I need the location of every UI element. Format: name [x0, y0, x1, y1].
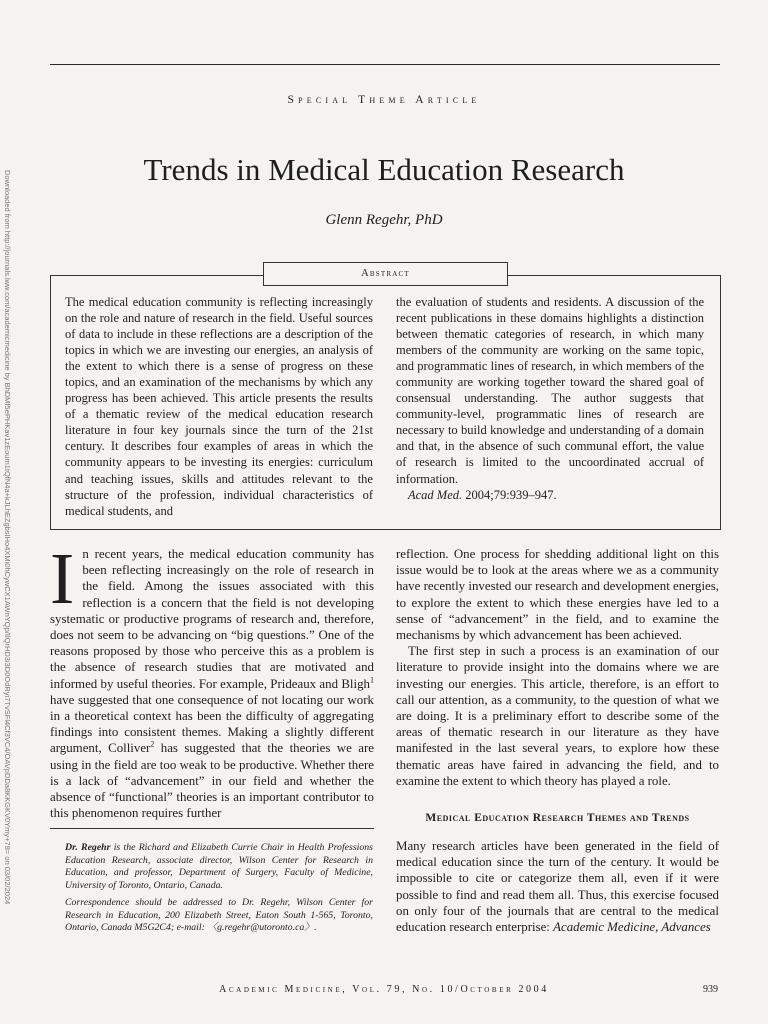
body-left-column — [50, 538, 374, 821]
abstract-right-column — [396, 294, 704, 503]
body-paragraph-2: The first step in such a process is an examination of our literature to provide insight into the domains where we are investing our energies. This article, therefore, is an effort to call our attention, as a community, to the question of what we are doing. It is a preliminary effort to describe some of the areas of thematic research in our literature as they have manifested in the last several years, to explore how these thematic areas have faired in advancing the field, and to examine the extent to which theory has played a role. — [396, 644, 719, 788]
citation-details: 2004;79:939–947. — [462, 487, 557, 502]
article-title: Trends in Medical Education Research — [143, 152, 625, 187]
abstract-citation — [396, 487, 704, 503]
reference-2[interactable]: 2 — [150, 740, 155, 750]
section-heading: Medical Education Research Themes and Trends — [425, 812, 690, 824]
abstract-left-column — [65, 294, 373, 519]
author-footnote — [65, 842, 373, 892]
download-watermark — [3, 170, 36, 905]
drop-cap: I — [50, 538, 75, 619]
footnote-author-name: Dr. Regehr — [65, 842, 111, 853]
body-paragraph-3-text: Many research articles have been generated in the field of medical education since the turn of the century. It would be impossible to cite or categorize them all, even if it were possible to find and read them all. Thus, this exercise focused on only four of the journals that are central to the medical education research enterprise: — [396, 839, 719, 935]
abstract-text-right: the evaluation of students and residents. A discussion of the recent publications in these domains highlights a distinction between thematic categories of research, in which many members of the community are working on the same topic, and programmatic lines of research, in which members of the community are working together toward the shared goal of consensual understanding. The author suggests that community-level, programmatic lines of research are necessary to build knowledge and understanding of a domain and that, in the absence of such communal effort, the value of research is limited to the uncoordinated accrual of information. — [396, 295, 704, 486]
abstract-heading: Abstract — [263, 262, 508, 286]
abstract-text-left: The medical education community is reflecting increasingly on the role and nature of research in the field. Useful sources of data to include in these reflections are a description of the topics in which we are investing our energies, an analysis of the extent to which there is a sense of progress on these topics, and an examination of the mechanisms by which any progress has been achieved. This article presents the results of a thematic review of the medical education research literature in four key journals since the turn of the 21st century. It describes four examples of areas in which the community appears to be investing its energies: curriculum and teaching issues, skills and attitudes relevant to the structure of the profession, individual characteristics of medical students, and — [65, 295, 373, 518]
reference-1[interactable]: 1 — [370, 675, 374, 685]
intro-text-c: has suggested that the theories we are using in the field are too weak to be productive. Whether there is a lack of “advancement” in our field and whether the absence of “functional” theories is an important contributor to this phenomenon requires further — [50, 741, 374, 821]
body-paragraph-3 — [396, 838, 719, 935]
citation-journal: Acad Med. — [408, 487, 463, 502]
intro-paragraph — [50, 538, 374, 821]
body-paragraph-1: reflection. One process for shedding additional light on this issue would be to look at the areas where we as a community have recently invested our research and development energies, to explore the extent to which these energies have led to a sense of “advancement” in the field, and to examine the mechanisms by which advancement has been achieved. — [396, 547, 719, 643]
correspondence-footnote: Correspondence should be addressed to Dr. Regehr, Wilson Center for Research in Education, 200 Elizabeth Street, Eaton South 1-565, Toronto, Ontario, Canada M5G2C4; e-mail: 〈g.regehr@utoronto.ca〉. — [65, 897, 373, 934]
footnote-rule — [50, 828, 374, 829]
journal-names: Academic Medicine, Advances — [553, 920, 711, 935]
page-number: 939 — [703, 984, 718, 995]
intro-text-b: have suggested that one consequence of not locating our work in a theoretical context has been the difficulty of aggregating findings into consistent themes. Making a slightly different argument, Colliver — [50, 692, 374, 756]
body-right-column-lower — [396, 838, 719, 935]
body-right-column — [396, 546, 719, 789]
intro-text-a: n recent years, the medical education community has been reflecting increasingly on the role of research in the field. Among the issues associated with this reflection is a concern that the field is not developing systematic or productive programs of research and, therefore, does not seem to be advancing on “big questions.” One of the reasons proposed by those who perceive this as a problem is the absence of research studies that are motivated and informed by useful theories. For example, Prideaux and Bligh — [50, 547, 374, 691]
watermark-line: Downloaded from http://journals.lww.com/academicmedicine by BhDMf5ePHKav1zEoum1tQfN4a+kJLhEZgbsIHo4XMi0hCywCX1AWnYQp/IlQrHD3i3D0OdRyi7TvSFl4Cf3VC4/OAVpDDa8KKGKV0Ymy+78= on 03/02/2024 — [3, 170, 12, 905]
journal-footer: Academic Medicine, Vol. 79, No. 10/October 2004 — [219, 984, 549, 995]
footnote-affiliation: is the Richard and Elizabeth Currie Chair in Health Professions Education Research, associate director, Wilson Center for Research in Education, and professor, Department of Surgery, Faculty of Medicine, University of Toronto, Ontario, Canada. — [65, 842, 373, 891]
top-rule — [50, 64, 720, 65]
article-kicker: Special Theme Article — [287, 94, 481, 106]
article-author: Glenn Regehr, PhD — [325, 212, 443, 228]
